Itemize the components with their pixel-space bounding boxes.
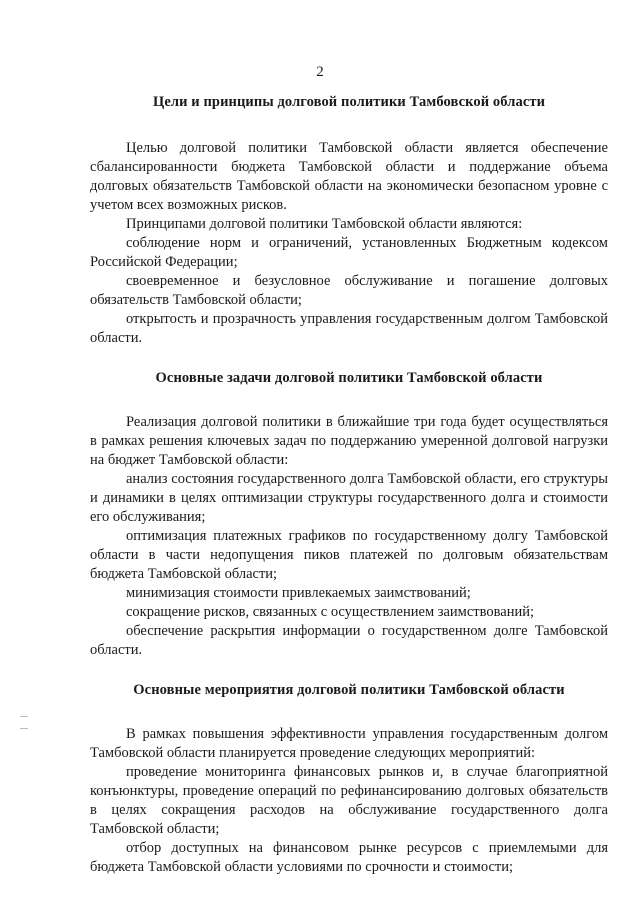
list-item: проведение мониторинга финансовых рынков и, в случае благоприятной конъюнктуры, проведение операций по рефинансированию долговых обязательств в целях сокращения расходов на обслуживание государственного долга Тамбовской области; (90, 764, 608, 837)
paragraph: Целью долговой политики Тамбовской области является обеспечение сбалансированности бюджета Тамбовской области и поддержание объема долговых обязательств Тамбовской области на экономически безопасном уровне с учетом всех возможных рисков. (90, 140, 608, 213)
list-item: соблюдение норм и ограничений, установленных Бюджетным кодексом Российской Федерации; (90, 235, 608, 270)
section-heading-goals: Цели и принципы долговой политики Тамбовской области (152, 94, 546, 110)
list-item: отбор доступных на финансовом рынке ресурсов с приемлемыми для бюджета Тамбовской области условиями по срочности и стоимости; (90, 840, 608, 875)
list-item: анализ состояния государственного долга Тамбовской области, его структуры и динамики в целях оптимизации структуры государственного долга и стоимости его обслуживания; (90, 471, 608, 525)
page-number: 2 (316, 64, 324, 80)
scan-mark (20, 716, 28, 717)
list-item: минимизация стоимости привлекаемых заимствований; (126, 585, 471, 601)
section-heading-measures: Основные мероприятия долговой политики Тамбовской области (133, 682, 565, 698)
paragraph: Реализация долговой политики в ближайшие три года будет осуществляться в рамках решения ключевых задач по поддержанию умеренной долговой нагрузки на бюджет Тамбовской области: (90, 414, 608, 468)
list-item: обеспечение раскрытия информации о государственном долге Тамбовской области. (90, 623, 608, 658)
list-item: сокращение рисков, связанных с осуществлением заимствований; (126, 604, 535, 620)
paragraph: Принципами долговой политики Тамбовской области являются: (126, 216, 523, 232)
paragraph: В рамках повышения эффективности управления государственным долгом Тамбовской области планируется проведение следующих мероприятий: (90, 726, 608, 761)
section-heading-tasks: Основные задачи долговой политики Тамбовской области (155, 370, 543, 386)
list-item: открытость и прозрачность управления государственным долгом Тамбовской области. (90, 311, 608, 346)
scan-mark (20, 728, 28, 729)
list-item: оптимизация платежных графиков по государственному долгу Тамбовской области в части недопущения пиков платежей по долговым обязательствам бюджета Тамбовской области; (90, 528, 608, 582)
list-item: своевременное и безусловное обслуживание и погашение долговых обязательств Тамбовской области; (90, 273, 608, 308)
